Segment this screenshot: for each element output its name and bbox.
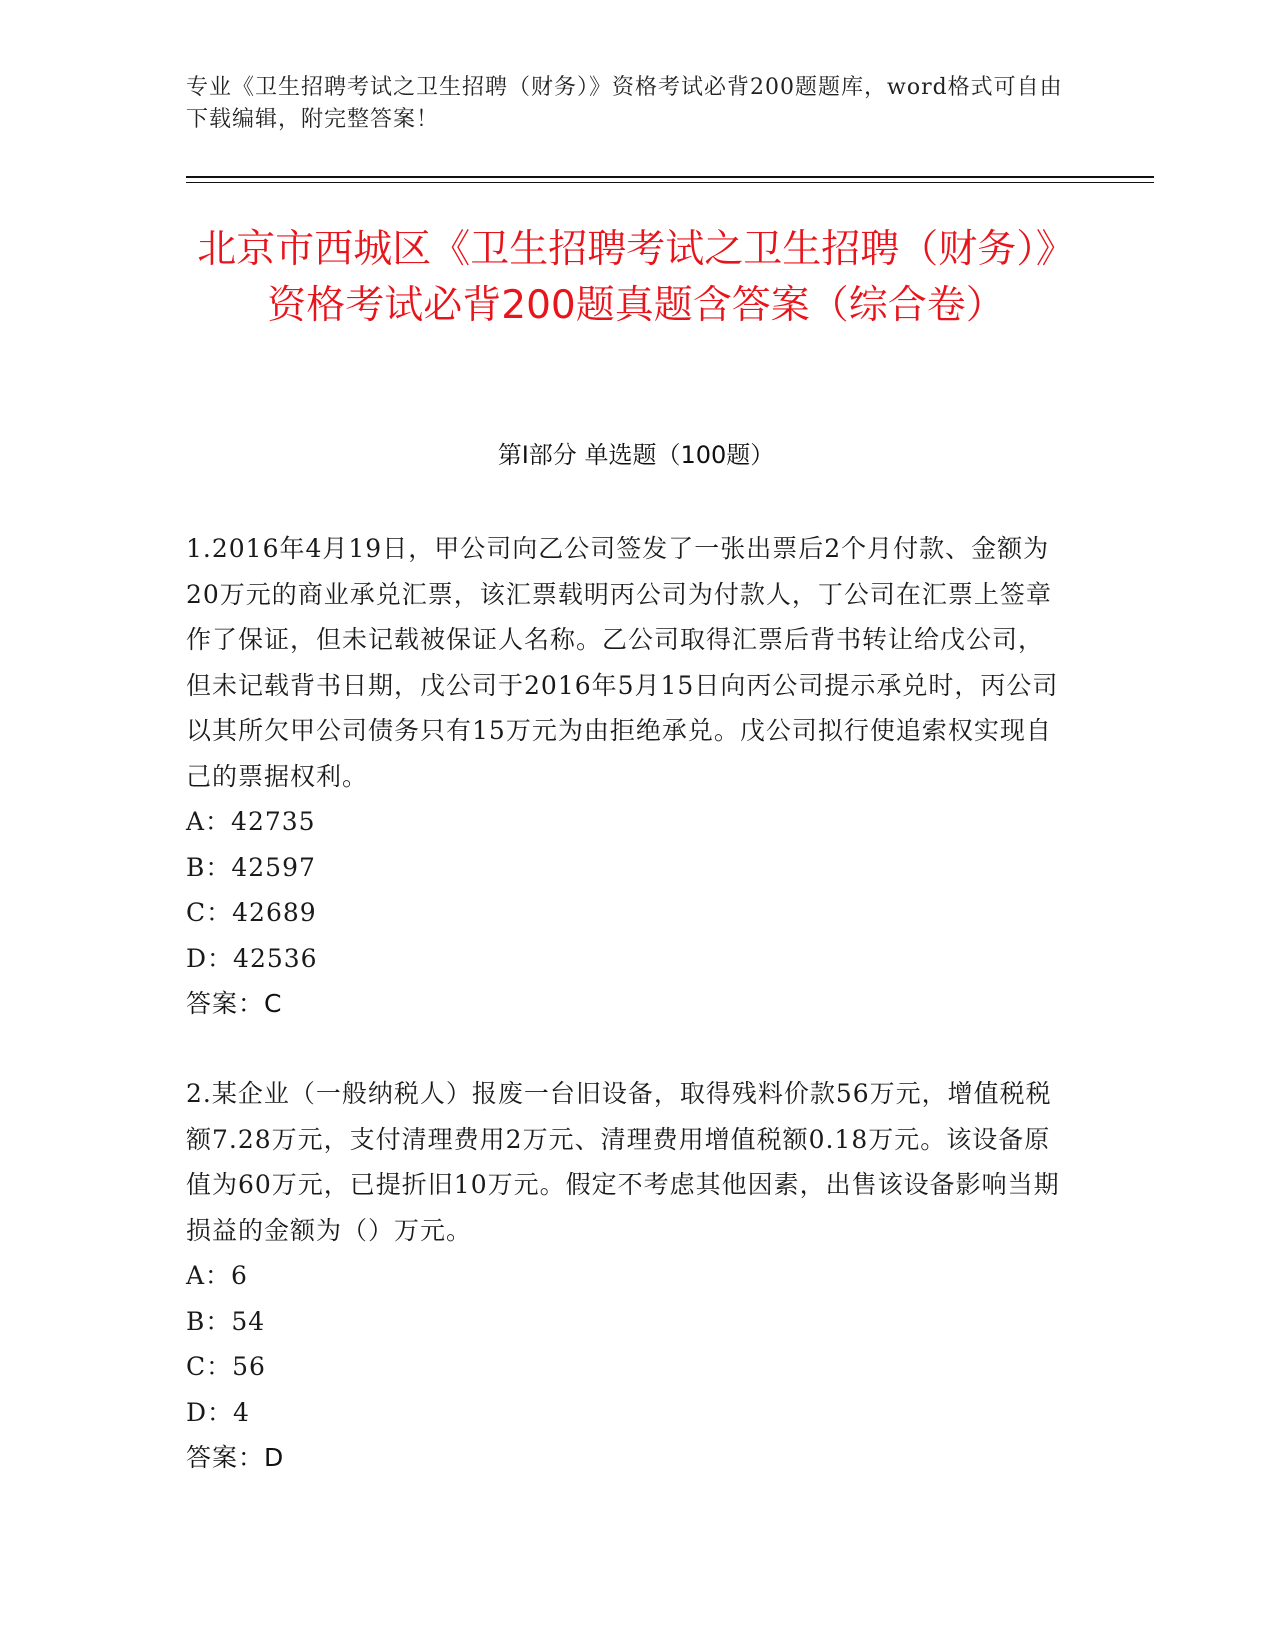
question-stem: 2.某企业（一般纳税人）报废一台旧设备，取得残料价款56万元，增值税税额7.28万元，支付清理费用2万元、清理费用增值税额0.18万元。该设备原值为60万元，已提折旧10万元。假定不考虑其他因素，出售该设备影响当期损益的金额为（）万元。 [186, 1079, 1060, 1245]
option-b: B：54 [186, 1306, 266, 1336]
option-d: D：42536 [186, 943, 318, 973]
option-d: D：4 [186, 1397, 250, 1427]
header-note: 专业《卫生招聘考试之卫生招聘（财务）》资格考试必背200题题库，word格式可自由下载编辑，附完整答案！ [186, 75, 1063, 132]
section-title: 第Ⅰ部分 单选题（100题） [497, 441, 775, 469]
answer-line: 答案：D [186, 1443, 285, 1472]
header-rule-thick [186, 176, 1154, 178]
question-stem: 1.2016年4月19日，甲公司向乙公司签发了一张出票后2个月付款、金额为20万元的商业承兑汇票，该汇票载明丙公司为付款人，丁公司在汇票上签章作了保证，但未记载被保证人名称。乙公司取得汇票后背书转让给戊公司，但未记载背书日期，戊公司于2016年5月15日向丙公司提示承兑时，丙公司以其所欠甲公司债务只有15万元为由拒绝承兑。戊公司拟行使追索权实现自己的票据权利。 [186, 534, 1059, 791]
document-title: 北京市西城区《卫生招聘考试之卫生招聘（财务）》资格考试必背200题真题含答案（综合卷） [197, 227, 1075, 328]
option-c: C：56 [186, 1352, 266, 1381]
option-a: A：6 [186, 1261, 248, 1290]
question-2 [186, 1071, 1066, 1481]
option-c: C：42689 [186, 898, 317, 927]
option-a: A：42735 [186, 807, 316, 836]
question-1 [186, 526, 1066, 1027]
header-rule-thin [186, 182, 1154, 183]
option-b: B：42597 [186, 852, 316, 882]
answer-line: 答案：C [186, 989, 283, 1018]
